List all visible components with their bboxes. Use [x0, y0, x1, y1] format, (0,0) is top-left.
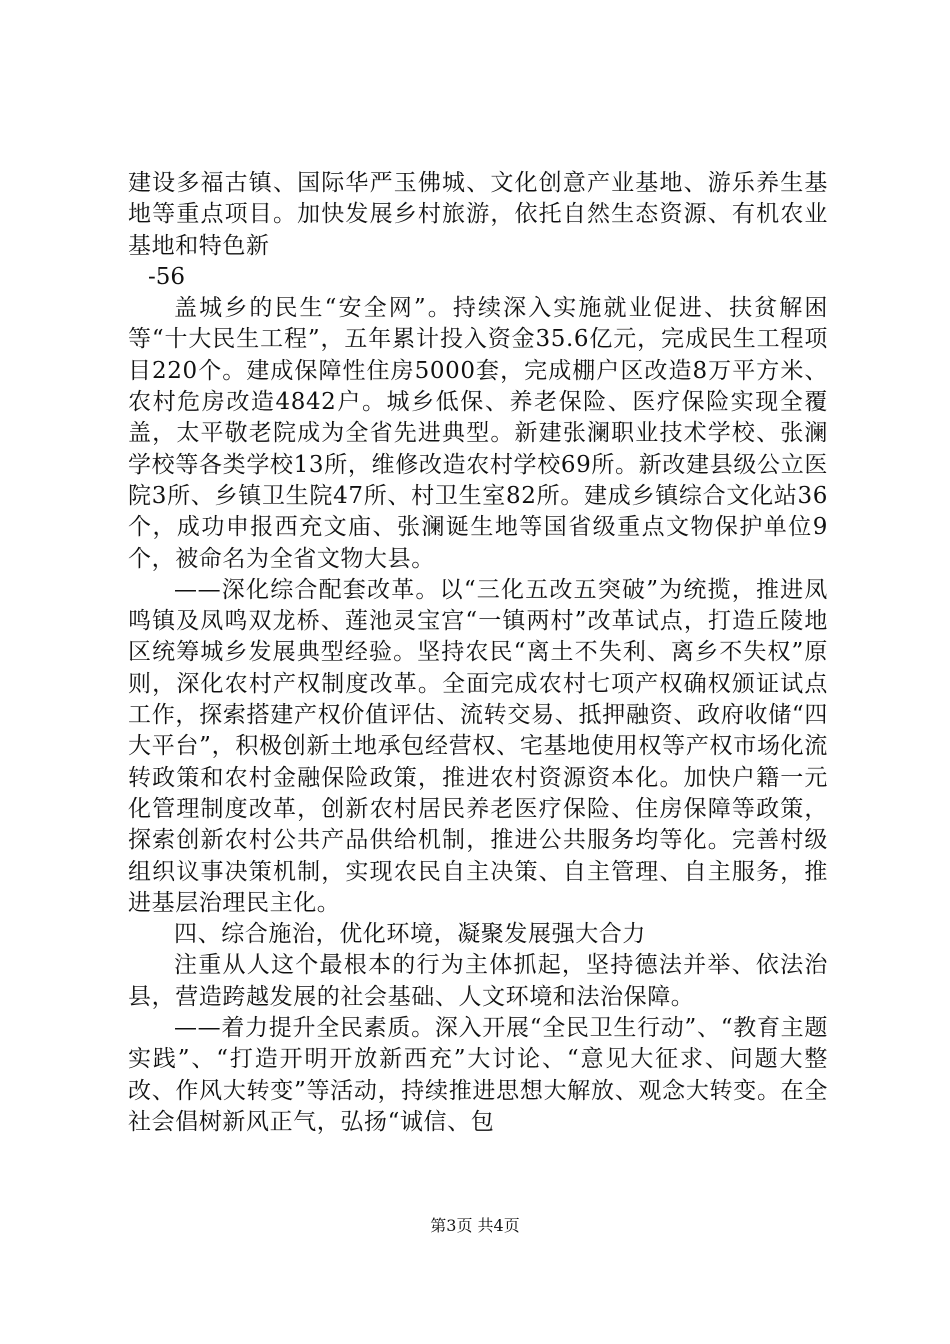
- paragraph-intro: 建设多福古镇、国际华严玉佛城、文化创意产业基地、游乐养生基地等重点项目。加快发展乡村旅游，依托自然生态资源、有机农业基地和特色新: [128, 170, 828, 259]
- paragraph-livelihood: 盖城乡的民生“安全网”。持续深入实施就业促进、扶贫解困等“十大民生工程”，五年累计投入资金35.6亿元，完成民生工程项目220个。建成保障性住房5000套，完成棚户区改造8万平方米、农村危房改造4842户。城乡低保、养老保险、医疗保险实现全覆盖，太平敬老院成为全省先进典型。新建张澜职业技术学校、张澜学校等各类学校13所，维修改造农村学校69所。新改建县级公立医院3所、乡镇卫生院47所、村卫生室82所。建成乡镇综合文化站36个，成功申报西充文庙、张澜诞生地等国省级重点文物保护单位9个，被命名为全省文物大县。: [128, 295, 828, 572]
- paragraph-citizen-quality: ——着力提升全民素质。深入开展“全民卫生行动”、“教育主题实践”、“打造开明开放新西充”大讨论、“意见大征求、问题大整改、作风大转变”等活动，持续推进思想大解放、观念大转变。在全社会倡树新风正气，弘扬“诚信、包: [128, 1015, 828, 1135]
- paragraph-rule-of-law: 注重从人这个最根本的行为主体抓起，坚持德法并举、依法治县，营造跨越发展的社会基础、人文环境和法治保障。: [128, 952, 828, 1010]
- document-body: [128, 168, 828, 1138]
- inline-page-marker: -56: [148, 263, 186, 290]
- paragraph-reform: ——深化综合配套改革。以“三化五改五突破”为统揽，推进凤鸣镇及凤鸣双龙桥、莲池灵宝宫“一镇两村”改革试点，打造丘陵地区统筹城乡发展典型经验。坚持农民“离土不失利、离乡不失权”原则，深化农村产权制度改革。全面完成农村七项产权确权颁证试点工作，探索搭建产权价值评估、流转交易、抵押融资、政府收储“四大平台”，积极创新土地承包经营权、宅基地使用权等产权市场化流转政策和农村金融保险政策，推进农村资源资本化。加快户籍一元化管理制度改革，创新农村居民养老医疗保险、住房保障等政策，探索创新农村公共产品供给机制，推进公共服务均等化。完善村级组织议事决策机制，实现农民自主决策、自主管理、自主服务，推进基层治理民主化。: [128, 576, 828, 916]
- page-footer: 第3页 共4页: [430, 1216, 520, 1235]
- section-heading-four: 四、综合施治，优化环境，凝聚发展强大合力: [174, 921, 646, 948]
